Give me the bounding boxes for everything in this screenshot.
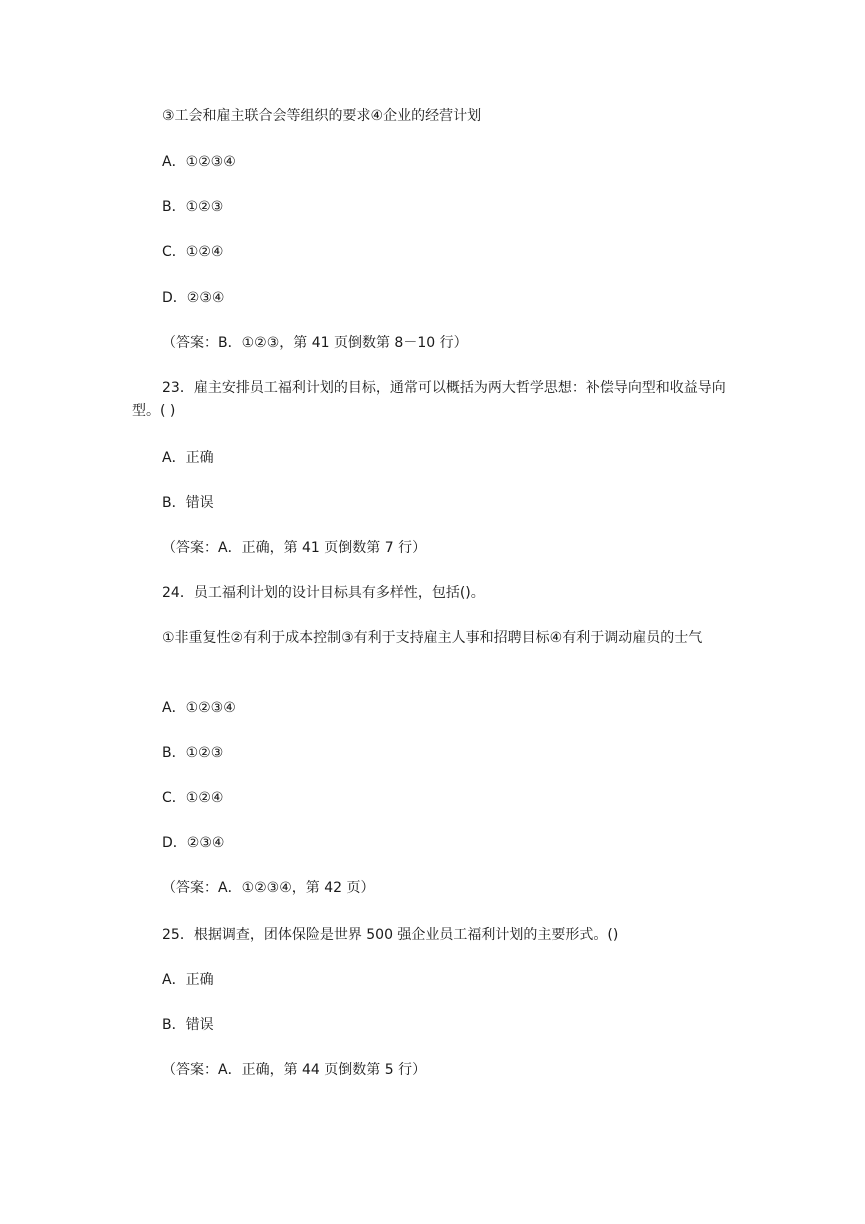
q24-option-a: A．①②③④ (162, 700, 236, 716)
q24-option-b: B．①②③ (162, 745, 224, 761)
q22-option-d: D．②③④ (162, 290, 225, 306)
q25-answer: （答案：A．正确，第 44 页倒数第 5 行） (162, 1062, 427, 1078)
q24-option-d: D．②③④ (162, 835, 225, 851)
q23-question: 23．雇主安排员工福利计划的目标，通常可以概括为两大哲学思想：补偿导向型和收益导向型。( ) (132, 380, 726, 419)
q22-option-a: A．①②③④ (162, 154, 236, 170)
q22-option-b: B．①②③ (162, 199, 224, 215)
q22-items-tail: ③工会和雇主联合会等组织的要求④企业的经营计划 (162, 108, 482, 124)
q24-option-c: C．①②④ (162, 790, 224, 806)
q24-items: ①非重复性②有利于成本控制③有利于支持雇主人事和招聘目标④有利于调动雇员的士气 (162, 630, 703, 646)
q23-option-b: B．错误 (162, 495, 214, 511)
q23-answer: （答案：A．正确，第 41 页倒数第 7 行） (162, 540, 427, 556)
q24-question: 24．员工福利计划的设计目标具有多样性，包括()。 (162, 585, 485, 601)
q23-option-a: A．正确 (162, 450, 214, 466)
q22-option-c: C．①②④ (162, 244, 224, 260)
q22-answer: （答案：B．①②③，第 41 页倒数第 8－10 行） (162, 335, 468, 351)
q25-option-a: A．正确 (162, 972, 214, 988)
q24-answer: （答案：A．①②③④，第 42 页） (162, 880, 375, 896)
q25-option-b: B．错误 (162, 1017, 214, 1033)
q25-question: 25．根据调查，团体保险是世界 500 强企业员工福利计划的主要形式。() (162, 927, 619, 943)
